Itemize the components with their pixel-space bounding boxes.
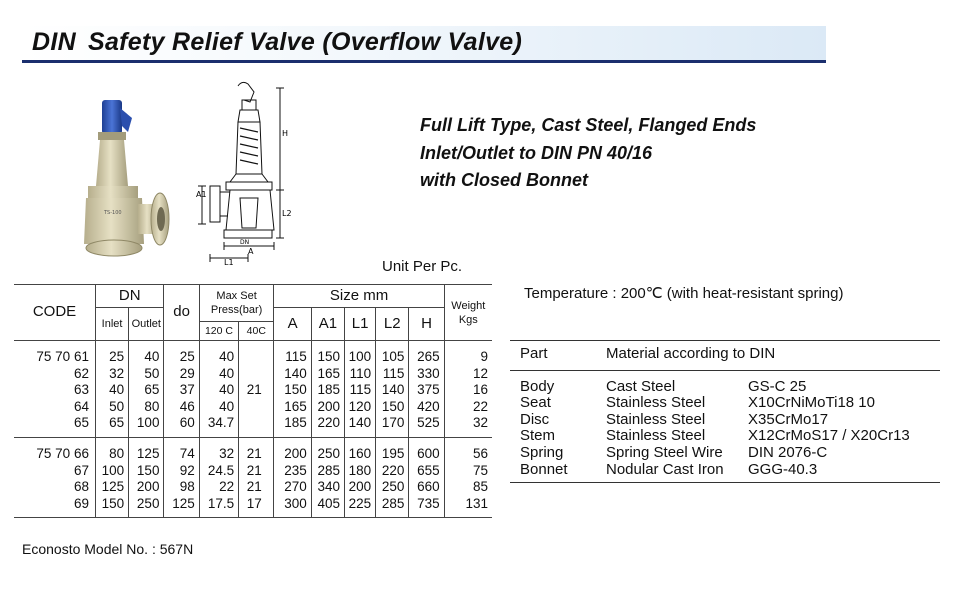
cell-h: 265 xyxy=(409,341,444,366)
cell-p120: 40 xyxy=(199,399,238,416)
cell-h: 375 xyxy=(409,382,444,399)
material-row xyxy=(510,370,940,395)
header-dn: DN xyxy=(95,285,163,308)
cell-inlet: 50 xyxy=(95,399,128,416)
cell-outlet: 200 xyxy=(129,479,164,496)
cell-code: 75 70 66 xyxy=(36,445,89,461)
cell-l2: 150 xyxy=(376,399,409,416)
cell-a: 270 xyxy=(274,479,311,496)
cell-inlet: 65 xyxy=(95,415,128,437)
title-banner xyxy=(22,26,826,63)
material-row xyxy=(510,412,940,429)
cell-a1: 185 xyxy=(311,382,344,399)
spec-table xyxy=(14,284,492,518)
header-a: A xyxy=(274,308,311,341)
header-a1: A1 xyxy=(311,308,344,341)
cell-code: 64 xyxy=(73,398,89,414)
drawing-label-a1: A1 xyxy=(196,190,207,199)
drawing-label-l2: L2 xyxy=(282,209,292,218)
cell-p40: 21 xyxy=(239,437,274,462)
cell-a: 150 xyxy=(274,382,311,399)
cell-l1: 200 xyxy=(345,479,376,496)
subtitle-line-3: with Closed Bonnet xyxy=(420,170,588,190)
cell-p40: 21 xyxy=(239,382,274,399)
model-note: Econosto Model No. : 567N xyxy=(22,541,194,557)
material-cell-grade: X10CrNiMoTi18 10 xyxy=(748,394,875,412)
cell-p40 xyxy=(239,415,274,437)
cell-a: 115 xyxy=(274,341,311,366)
table-row xyxy=(14,479,492,496)
cell-p120: 22 xyxy=(199,479,238,496)
cell-code: 63 xyxy=(73,382,89,398)
temperature-note: Temperature : 200℃ (with heat-resistant spring) xyxy=(524,285,844,302)
cell-l2: 105 xyxy=(376,341,409,366)
cell-l1: 140 xyxy=(345,415,376,437)
title-main: Safety Relief Valve (Overflow Valve) xyxy=(87,28,523,56)
cell-p120: 17.5 xyxy=(199,496,238,518)
cell-w: 12 xyxy=(444,366,492,383)
cell-h: 660 xyxy=(409,479,444,496)
cell-outlet: 125 xyxy=(129,437,164,462)
material-cell-grade: X12CrMoS17 / X20Cr13 xyxy=(748,427,910,445)
cell-w: 131 xyxy=(444,496,492,518)
cell-l1: 180 xyxy=(345,463,376,480)
cell-do: 46 xyxy=(164,399,199,416)
cell-l2: 250 xyxy=(376,479,409,496)
material-table xyxy=(510,340,940,483)
table-row xyxy=(14,382,492,399)
cell-l2: 170 xyxy=(376,415,409,437)
cell-code: 75 70 61 xyxy=(36,349,89,364)
cell-inlet: 125 xyxy=(95,479,128,496)
cell-a1: 165 xyxy=(311,366,344,383)
table-row xyxy=(14,463,492,480)
cell-l2: 285 xyxy=(376,496,409,518)
table-row xyxy=(14,437,492,462)
cell-p40 xyxy=(239,366,274,383)
header-inlet: Inlet xyxy=(95,308,128,341)
cell-do: 37 xyxy=(164,382,199,399)
cell-inlet: 100 xyxy=(95,463,128,480)
cell-a1: 200 xyxy=(311,399,344,416)
cell-do: 60 xyxy=(164,415,199,437)
cell-code: 62 xyxy=(73,365,89,381)
material-table-body xyxy=(510,370,940,483)
header-weight: Weight Kgs xyxy=(444,285,492,341)
spec-table-body xyxy=(14,341,492,518)
cell-code: 69 xyxy=(14,496,95,518)
drawing-label-a: A xyxy=(248,247,254,256)
header-max-set: Max Set Press(bar) xyxy=(199,285,274,322)
cell-outlet: 80 xyxy=(129,399,164,416)
cell-l1: 225 xyxy=(345,496,376,518)
cell-p40 xyxy=(239,341,274,366)
cell-l1: 115 xyxy=(345,382,376,399)
cell-outlet: 150 xyxy=(129,463,164,480)
header-h: H xyxy=(409,308,444,341)
cell-code: 68 xyxy=(73,479,89,495)
material-cell-part: Bonnet xyxy=(510,462,606,483)
cell-h: 525 xyxy=(409,415,444,437)
cell-l2: 140 xyxy=(376,382,409,399)
cell-w: 16 xyxy=(444,382,492,399)
cell-a: 165 xyxy=(274,399,311,416)
cell-do: 74 xyxy=(164,437,199,462)
cell-p120: 40 xyxy=(199,382,238,399)
cell-w: 22 xyxy=(444,399,492,416)
cell-h: 735 xyxy=(409,496,444,518)
page-title xyxy=(32,28,522,57)
material-cell-grade: GGG-40.3 xyxy=(748,462,940,483)
material-cell-material: Cast Steel xyxy=(606,377,676,395)
cell-inlet: 32 xyxy=(95,366,128,383)
cell-l2: 220 xyxy=(376,463,409,480)
cell-p40: 21 xyxy=(239,479,274,496)
material-cell-material: Stainless Steel xyxy=(606,394,706,412)
material-cell-part: Seat xyxy=(520,394,551,412)
header-part: Part xyxy=(510,341,606,371)
material-cell-part: Spring xyxy=(520,443,564,461)
cell-inlet: 40 xyxy=(95,382,128,399)
material-cell-material: Nodular Cast Iron xyxy=(606,462,748,483)
material-cell-material: Stainless Steel xyxy=(606,410,706,428)
cell-inlet: 25 xyxy=(95,341,128,366)
material-cell-grade: DIN 2076-C xyxy=(748,443,828,461)
table-row xyxy=(14,496,492,518)
material-cell-grade: GS-C 25 xyxy=(748,377,807,395)
cell-do: 29 xyxy=(164,366,199,383)
valve-photo xyxy=(82,96,172,264)
cell-outlet: 100 xyxy=(129,415,164,437)
subtitle-line-1: Full Lift Type, Cast Steel, Flanged Ends xyxy=(420,115,757,135)
cell-p120: 40 xyxy=(199,366,238,383)
drawing-label-h: H xyxy=(282,129,289,138)
title-prefix: DIN xyxy=(32,28,76,56)
cell-inlet: 80 xyxy=(95,437,128,462)
table-row xyxy=(14,415,492,437)
cell-l1: 120 xyxy=(345,399,376,416)
cell-outlet: 250 xyxy=(129,496,164,518)
cell-code: 67 xyxy=(73,462,89,478)
cell-outlet: 50 xyxy=(129,366,164,383)
cell-outlet: 65 xyxy=(129,382,164,399)
table-row xyxy=(14,399,492,416)
material-row xyxy=(510,395,940,412)
cell-a1: 150 xyxy=(311,341,344,366)
cell-do: 25 xyxy=(164,341,199,366)
header-code: CODE xyxy=(14,285,95,341)
table-row xyxy=(14,366,492,383)
cell-outlet: 40 xyxy=(129,341,164,366)
cell-a: 200 xyxy=(274,437,311,462)
cell-h: 420 xyxy=(409,399,444,416)
material-row xyxy=(510,445,940,462)
cell-w: 85 xyxy=(444,479,492,496)
cell-p120: 24.5 xyxy=(199,463,238,480)
material-cell-part: Body xyxy=(520,377,555,395)
cell-l1: 110 xyxy=(345,366,376,383)
header-material: Material according to DIN xyxy=(606,341,940,371)
material-cell-material: Stainless Steel xyxy=(606,427,706,445)
valve-drawing xyxy=(196,78,300,266)
cell-do: 98 xyxy=(164,479,199,496)
material-cell-part: Disc xyxy=(520,410,550,428)
unit-note: Unit Per Pc. xyxy=(382,258,463,275)
cell-do: 92 xyxy=(164,463,199,480)
cell-l2: 195 xyxy=(376,437,409,462)
cell-a1: 250 xyxy=(311,437,344,462)
cell-l2: 115 xyxy=(376,366,409,383)
cell-h: 655 xyxy=(409,463,444,480)
svg-text:TS-100: TS-100 xyxy=(104,210,122,216)
cell-a: 185 xyxy=(274,415,311,437)
cell-l1: 160 xyxy=(345,437,376,462)
subtitle-line-2: Inlet/Outlet to DIN PN 40/16 xyxy=(420,143,653,163)
cell-a1: 220 xyxy=(311,415,344,437)
cell-p120: 34.7 xyxy=(199,415,238,437)
cell-a: 235 xyxy=(274,463,311,480)
cell-p40: 21 xyxy=(239,463,274,480)
material-row xyxy=(510,428,940,445)
drawing-label-l1: L1 xyxy=(224,258,234,266)
material-cell-part: Stem xyxy=(520,427,556,445)
cell-inlet: 150 xyxy=(95,496,128,518)
cell-code: 65 xyxy=(14,415,95,437)
cell-a: 300 xyxy=(274,496,311,518)
header-40c: 40C xyxy=(239,322,274,341)
cell-w: 32 xyxy=(444,415,492,437)
cell-a: 140 xyxy=(274,366,311,383)
header-l2: L2 xyxy=(376,308,409,341)
cell-h: 600 xyxy=(409,437,444,462)
material-row xyxy=(510,462,940,483)
cell-a1: 340 xyxy=(311,479,344,496)
drawing-label-dn: DN xyxy=(240,239,250,246)
header-120c: 120 C xyxy=(199,322,238,341)
header-size: Size mm xyxy=(274,285,444,308)
cell-p120: 40 xyxy=(199,341,238,366)
cell-l1: 100 xyxy=(345,341,376,366)
cell-w: 9 xyxy=(444,341,492,366)
cell-a1: 405 xyxy=(311,496,344,518)
material-cell-grade: X35CrMo17 xyxy=(748,410,829,428)
cell-p40: 17 xyxy=(239,496,274,518)
cell-a1: 285 xyxy=(311,463,344,480)
cell-w: 56 xyxy=(444,437,492,462)
cell-p40 xyxy=(239,399,274,416)
cell-h: 330 xyxy=(409,366,444,383)
material-cell-material: Spring Steel Wire xyxy=(606,443,723,461)
header-l1: L1 xyxy=(345,308,376,341)
cell-w: 75 xyxy=(444,463,492,480)
header-outlet: Outlet xyxy=(129,308,164,341)
cell-p120: 32 xyxy=(199,437,238,462)
cell-do: 125 xyxy=(164,496,199,518)
table-row xyxy=(14,341,492,366)
header-do: do xyxy=(164,285,199,341)
